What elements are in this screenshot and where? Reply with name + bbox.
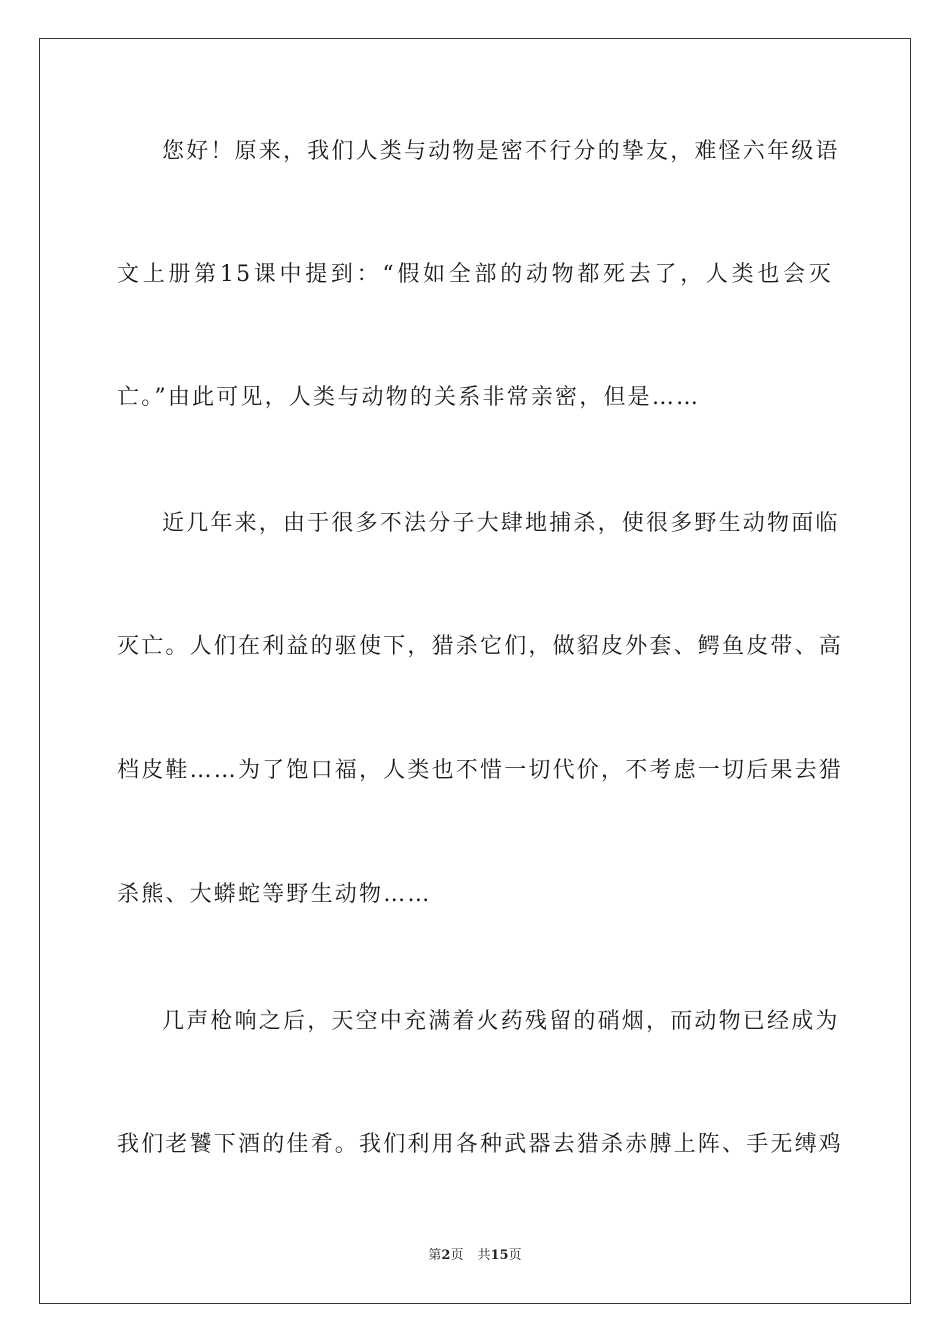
paragraph-1-line-3: 亡。”由此可见，人类与动物的关系非常亲密，但是……: [117, 385, 701, 410]
paragraph-2-line-1: 近几年来，由于很多不法分子大肆地捕杀，使很多野生动物面临: [162, 511, 840, 536]
total-page-count: 15: [490, 1248, 509, 1263]
paragraph-2-line-3: 档皮鞋……为了饱口福，人类也不惜一切代价，不考虑一切后果去猎: [117, 758, 844, 783]
paragraph-1-line-2: 文上册第15课中提到：“假如全部的动物都死去了，人类也会灭: [117, 262, 833, 287]
paragraph-2-line-4: 杀熊、大蟒蛇等野生动物……: [117, 882, 432, 907]
paragraph-3-line-2: 我们老饕下酒的佳肴。我们利用各种武器去猎杀赤膊上阵、手无缚鸡: [117, 1132, 844, 1157]
current-page-number: 2: [441, 1248, 451, 1263]
page-border: [39, 38, 911, 1304]
total-unit: 页: [508, 1248, 522, 1263]
page-unit: 页: [450, 1248, 464, 1263]
total-prefix: 共: [477, 1248, 491, 1263]
paragraph-3-line-1: 几声枪响之后，天空中充满着火药残留的硝烟，而动物已经成为: [162, 1009, 840, 1034]
paragraph-2-line-2: 灭亡。人们在利益的驱使下，猎杀它们，做貂皮外套、鳄鱼皮带、高: [117, 634, 844, 659]
page-prefix: 第: [428, 1248, 442, 1263]
paragraph-1-line-1: 您好！原来，我们人类与动物是密不行分的挚友，难怪六年级语: [162, 139, 840, 164]
page-footer: [0, 1247, 950, 1265]
